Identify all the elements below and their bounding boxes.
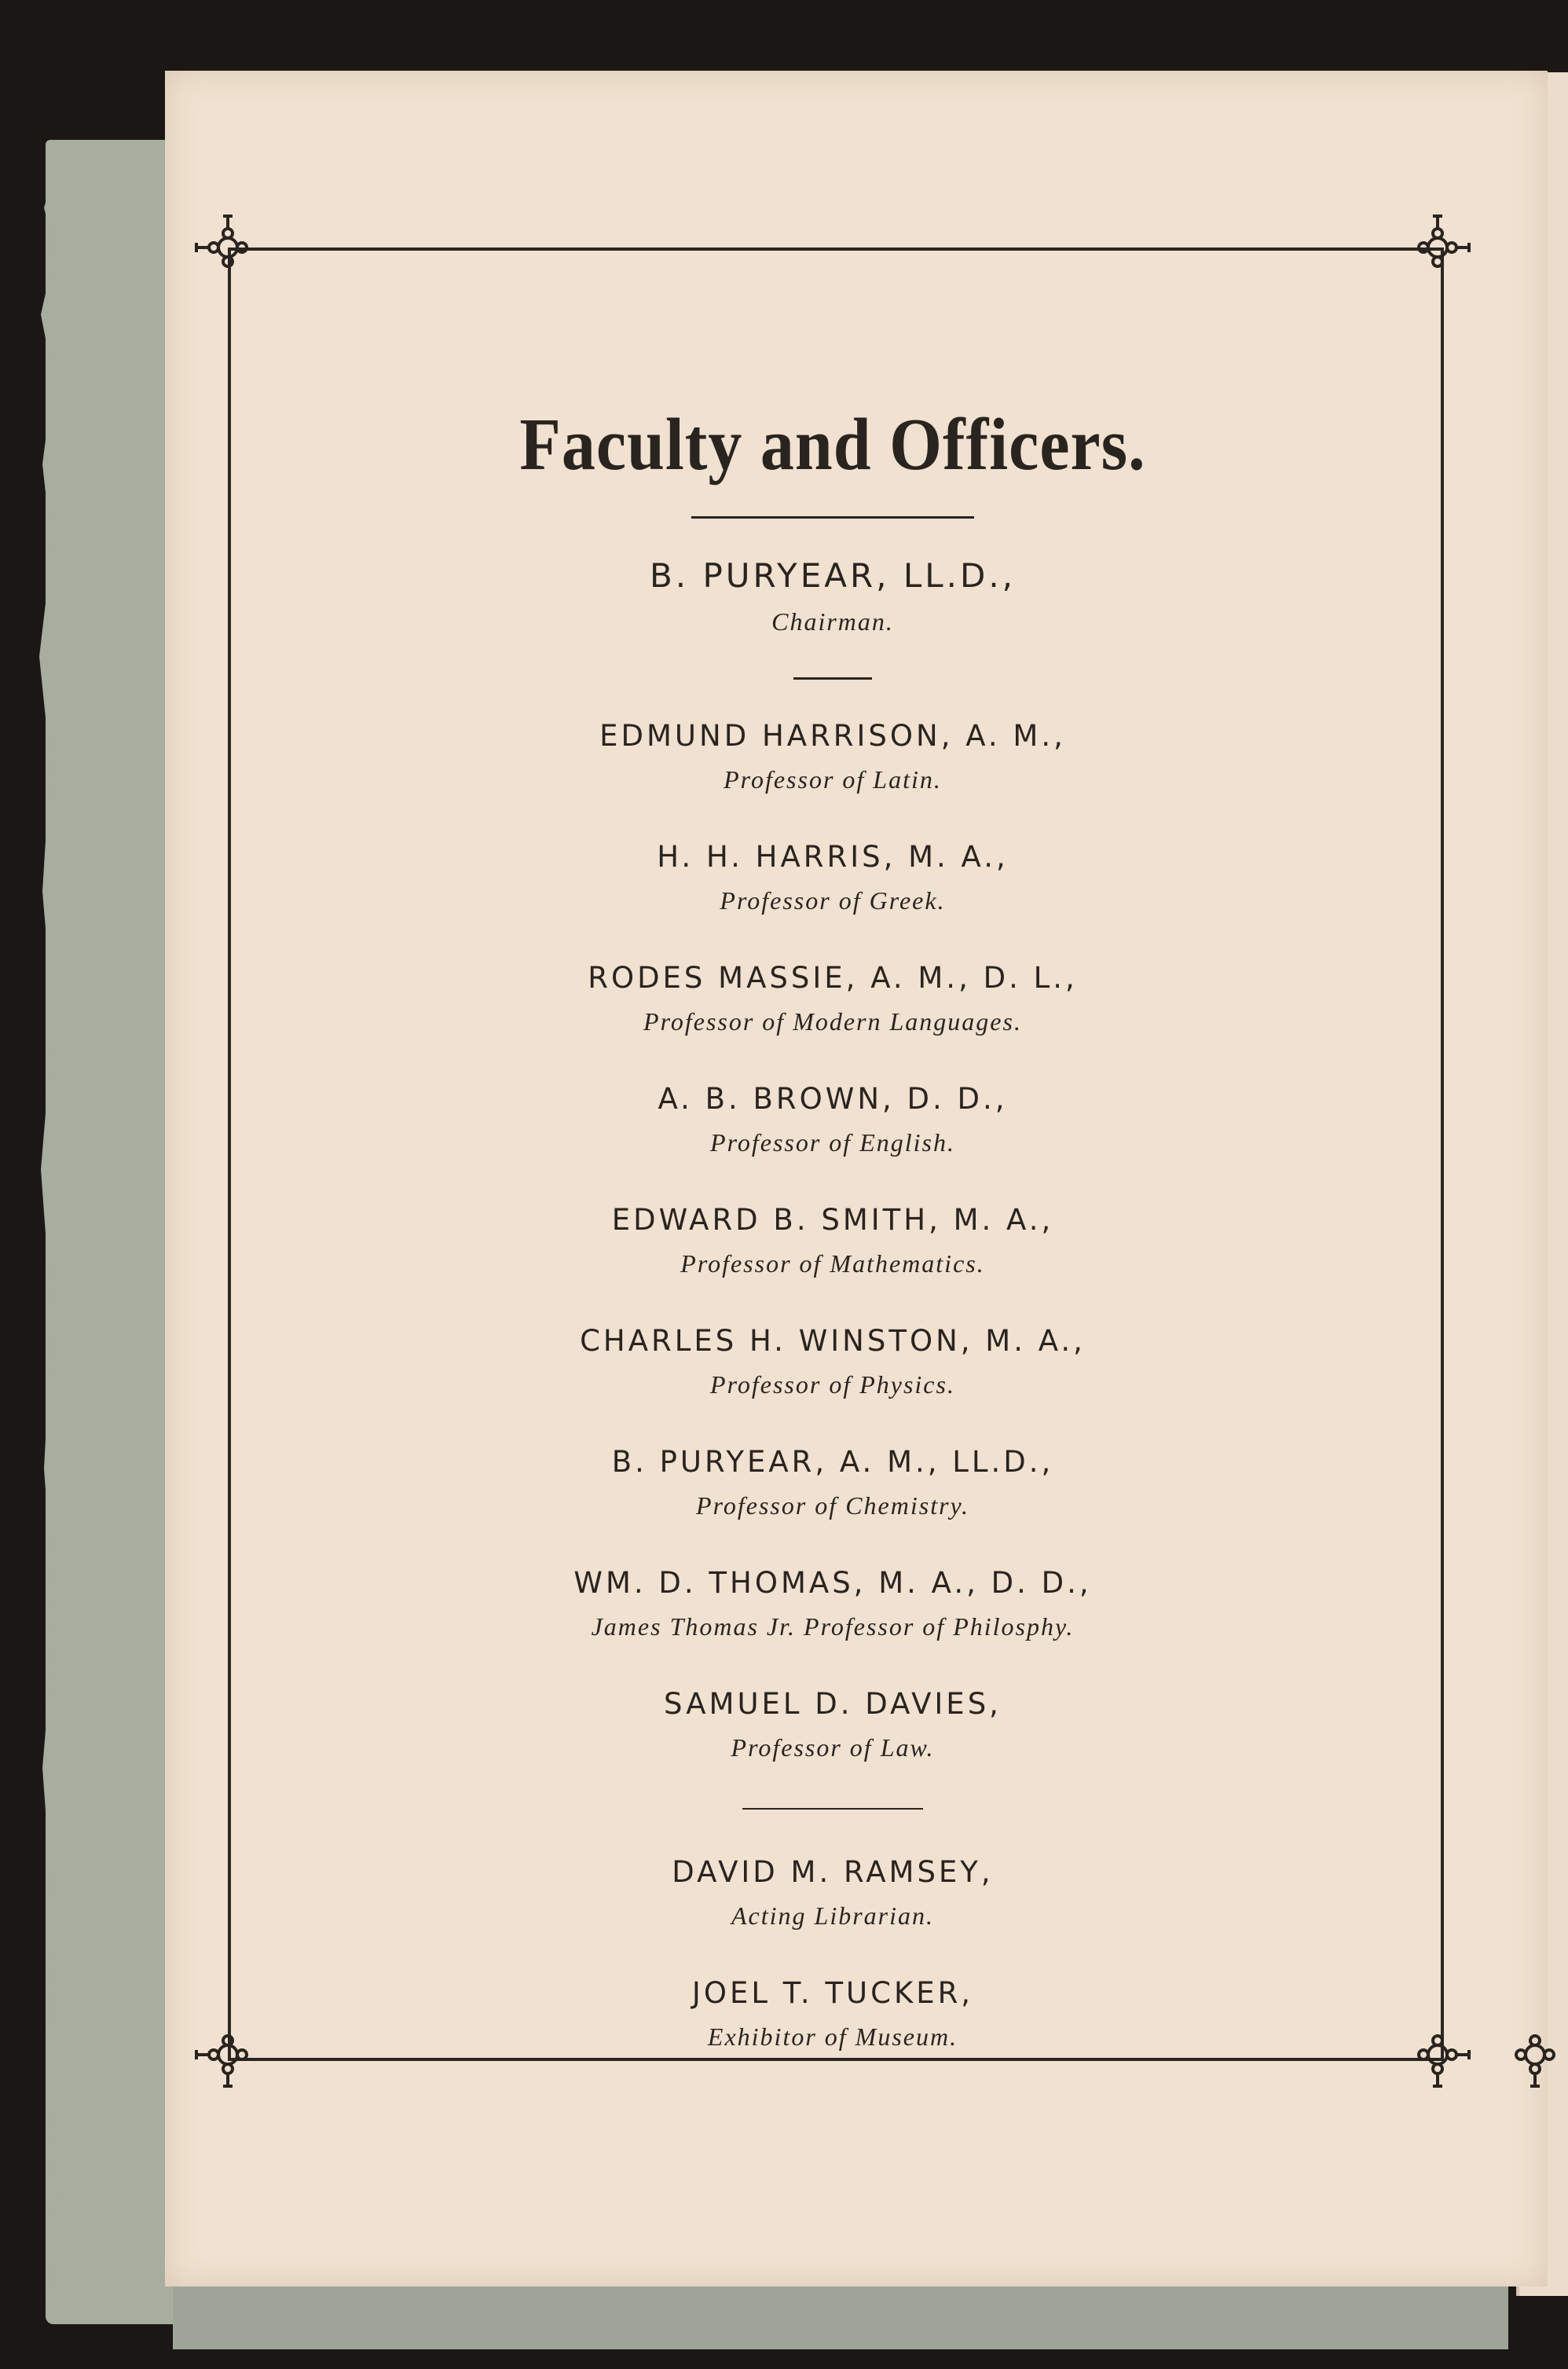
faculty-name: B. PURYEAR, A. M., LL.D., [611,1445,1054,1479]
faculty-name: EDWARD B. SMITH, M. A., [611,1203,1054,1237]
faculty-title: Professor of English. [710,1128,955,1157]
faculty-name: CHARLES H. WINSTON, M. A., [580,1324,1086,1358]
faculty-name: EDMUND HARRISON, A. M., [599,719,1066,753]
faculty-name: RODES MASSIE, A. M., D. L., [588,961,1078,995]
faculty-title: Professor of Mathematics. [680,1249,985,1278]
section-divider [793,677,872,680]
faculty-entry [228,1324,1438,1399]
title-divider [691,516,974,519]
officer-name: DAVID M. RAMSEY, [672,1855,994,1889]
faculty-entry [228,961,1438,1036]
faculty-entry [228,719,1438,794]
faculty-entry [228,1445,1438,1520]
facing-page-ornament-icon [1499,2019,1568,2091]
torn-backing-edge [38,165,69,2302]
faculty-name: SAMUEL D. DAVIES, [664,1687,1002,1721]
officer-title: Exhibitor of Museum. [707,2022,958,2051]
officer-entry [228,1976,1438,2052]
faculty-title: Professor of Latin. [724,765,942,794]
faculty-title: Professor of Physics. [710,1370,955,1399]
page-content [228,248,1438,2052]
chairman-name: B. PURYEAR, LL.D., [649,556,1017,595]
faculty-title: Professor of Law. [731,1733,935,1762]
officer-name: JOEL T. TUCKER, [691,1976,974,2010]
chairman-entry [228,556,1438,636]
faculty-title: James Thomas Jr. Professor of Philosphy. [591,1612,1075,1641]
faculty-entry [228,1566,1438,1641]
officer-entry [228,1855,1438,1931]
faculty-name: H. H. HARRIS, M. A., [657,840,1009,874]
faculty-entry [228,1082,1438,1157]
faculty-entry [228,840,1438,915]
officers-divider [742,1808,923,1810]
faculty-name: WM. D. THOMAS, M. A., D. D., [573,1566,1092,1600]
faculty-entry [228,1203,1438,1278]
faculty-title: Professor of Greek. [720,886,946,915]
chairman-title: Chairman. [771,607,894,636]
faculty-entry [228,1687,1438,1762]
faculty-name: A. B. BROWN, D. D., [658,1082,1008,1116]
page-title: Faculty and Officers. [519,402,1146,486]
faculty-title: Professor of Modern Languages. [643,1007,1022,1036]
officer-title: Acting Librarian. [731,1901,934,1930]
faculty-title: Professor of Chemistry. [696,1491,969,1520]
